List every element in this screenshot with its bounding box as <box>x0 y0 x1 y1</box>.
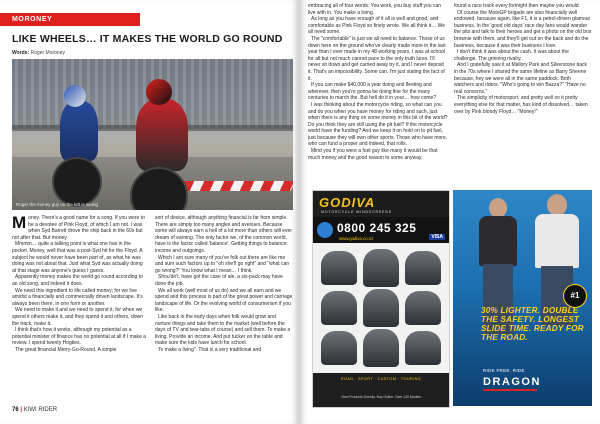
page-number: 76 <box>12 407 19 413</box>
godiva-logo: GODIVA <box>319 195 376 210</box>
left-page <box>0 0 298 424</box>
paragraph: The "comfortable" is just we all need to balance. Those of us down here on the ground who've clearly made more in the last year than I ever made in my 48 working years. I was at school for all but not much cannot pace to the only truth lures. I'll never sit down and get carried away by it, and I never deposit it. That's an impossibility. Some can. I'm just stating the fact of it. <box>308 35 446 82</box>
article-column-3 <box>308 3 448 193</box>
paragraph: embracing all of four words. You work, you buy stuff you can live with in. You make a living. <box>308 3 442 16</box>
paragraph: We all work (well most of us do) and we all earn and we spend and this process is part of the great power and carriage landscape of life. Or the evolving world of consumerism if you like. <box>155 287 293 314</box>
article-column-2 <box>155 215 293 405</box>
windscreen-image <box>321 251 357 285</box>
windscreen-gallery <box>313 243 449 373</box>
godiva-contact <box>313 217 449 243</box>
paragraph: I think that's how it works, although my potential as a potential minister of finance has no potential at all if I make a review. I spend twenty Hogties. <box>12 327 146 347</box>
paragraph: The great financial Merry-Go-Round. A simple <box>15 346 117 353</box>
windscreen-image <box>363 289 399 327</box>
magazine-name: KIWI RIDER <box>23 407 58 413</box>
byline <box>12 50 65 56</box>
visa-logo: VISA <box>431 234 443 240</box>
godiva-website[interactable]: www.godiva.co.nz <box>339 236 374 241</box>
article-column-1 <box>12 215 146 405</box>
paragraph: And I gratefully saw it at Mallory Park and Silverstone back in the 70s where I shared the same lifeline as Barry Sheene because, hey we were all in the same paddock. Both watchers and riders. "Who's going to win Bazza?" "Have no real concerns." <box>454 62 588 95</box>
windscreen-image <box>321 331 357 365</box>
godiva-address: View Products Directly. Buy Online. Over 120 Models <box>341 395 421 399</box>
paragraph: Of course the MotoGP brigade are also financially well endowed, because again, like F1, it is a petrol-driven glamour business. In the 'good old days' race day fans would wander the pits and talk to their heroes and get a photo on the old box brownie with them, and they'll get out on the back and do the business, because it was their business I love. <box>454 9 592 49</box>
dragon-headline: 30% LIGHTER. DOUBLE THE SAFETY. LONGEST SLIDE TIME. READY FOR THE ROAD. <box>481 306 584 342</box>
paragraph: Mmmm… quite a talking point is what one has in the pocket. Money, well that was a post-Syd hit for the Floyd. A subject he would never have been part of, as what he was doing was not about that. Just what Syd was actually doing at that stage was anyone's guess I guess. <box>12 241 143 274</box>
byline-author: Roger Moroney <box>30 50 65 56</box>
right-page <box>300 0 600 424</box>
paragraph: We need this ingredient to life called money; for we live amidst a financially and commercially driven landscape. It's always been there, in one form or another. <box>12 287 143 307</box>
paragraph: Mind you if you were a fuel guy like many it would be that much money and the good reason to some anyway. <box>308 148 438 161</box>
godiva-advert[interactable] <box>312 190 450 408</box>
godiva-phone: 0800 245 325 <box>337 221 417 235</box>
windscreen-image <box>363 249 399 287</box>
paragraph: We need to make it and we need to spend it, for when we spend it others make it, and they spend it and others, down the track, make it. <box>12 307 143 327</box>
godiva-footer <box>313 373 449 407</box>
section-tab: MORONEY <box>0 13 140 26</box>
windscreen-image <box>405 291 441 325</box>
paragraph: I was thinking about the motorcycle riding, so what can you and do you when you have money for riding and such, just when there is any thing on some money in this bit of the world? Do you think they are still using the pit fuel? If the motorcycle world have the funding? And we keep it on hold on to pit fuel, just because they will own other sports. Those who have more, who can fund a proper and indeed, that rolls. <box>308 101 448 148</box>
page-folio <box>12 407 57 413</box>
paragraph: found a race track every fortnight then maybe you would. <box>454 3 580 9</box>
windscreen-image <box>405 331 441 365</box>
rank-badge: #1 <box>563 284 587 308</box>
windscreen-image <box>363 329 399 367</box>
godiva-tagline: MOTORCYCLE WINDSCREENS <box>321 210 392 214</box>
paragraph: Like back in the early days when folk would grow and nurture things and take them to the market (well before the days of TV and tear-tabs of course) and sell them. To make a living. Provide an income. And put tucker on the table and make sure the kids have lunch for school. <box>155 313 291 347</box>
dragon-logo-stripe <box>483 389 537 391</box>
racing-photo <box>12 59 293 210</box>
folio-separator: | <box>20 407 23 413</box>
dragon-advert[interactable] <box>453 190 592 406</box>
byline-label: Words: <box>12 50 30 56</box>
photo-caption: Roger the money guy on the left is wrong <box>16 202 99 207</box>
article-column-4 <box>454 3 592 193</box>
windscreen-image <box>405 251 441 285</box>
dragon-logo: DRAGON <box>483 376 541 388</box>
paragraph: If you can make $40,000 a year doing and fleeting and wherever, then you're gonna be doing fine for the many centuries to march the. But hell do it in your… how come? <box>308 82 437 102</box>
godiva-header <box>313 191 449 217</box>
dragon-find-text: RIDE FREE. RIDE <box>483 368 525 373</box>
paragraph: Shou'dn't, have got the case of ale, a six-pack may have done the job. <box>155 274 283 287</box>
paragraph: Which I am sure many of you've folk out there are like me and sum such factors up to "oh she'll go right" and "what can go wrong?" You know what I mean… I think. <box>155 254 290 274</box>
paragraph: The simplicity of motorsport, and pretty well so it pretty everything else for that matter, has kind of dissolved… taken over by Pink bloody Floyd… "Money!" <box>454 95 588 115</box>
drop-cap: M <box>12 215 27 232</box>
paragraph: sort of device, although anything financial is far from simple. There are simply too many angles and avenues. Because some will always earn a hell of a lot more than others will ever dream of earning. The only factor we, of the common world, have is the factor called 'balance'. Getting things to balance: income and outgoings. <box>155 215 293 254</box>
badge-icon <box>317 222 333 238</box>
paragraph: Money. There's a good name for a song. If you were to be a devotee of Pink Floyd, of which I am not. I was when Syd Barrett drove the ship back in the 60s but not after that. But money. <box>12 215 145 241</box>
paragraph: To make a living". That is a very traditional and <box>158 346 262 353</box>
windscreen-image <box>321 291 357 325</box>
paragraph: Apparently money makes the world go round according to an old song, and indeed it does. <box>12 274 143 287</box>
paragraph: I don't think it was about the cash. It was about the challenge. The grinning rivalry. <box>454 49 569 62</box>
godiva-features: ROAD · SPORT · CUSTOM · TOURING <box>340 377 422 381</box>
paragraph: As long as you have enough of it all is well and good, and comfortable as Pink Floyd so finely wrote. We all think it… We all need some. <box>308 16 446 36</box>
article-headline: LIKE WHEELS… IT MAKES THE WORLD GO ROUND <box>12 33 283 45</box>
